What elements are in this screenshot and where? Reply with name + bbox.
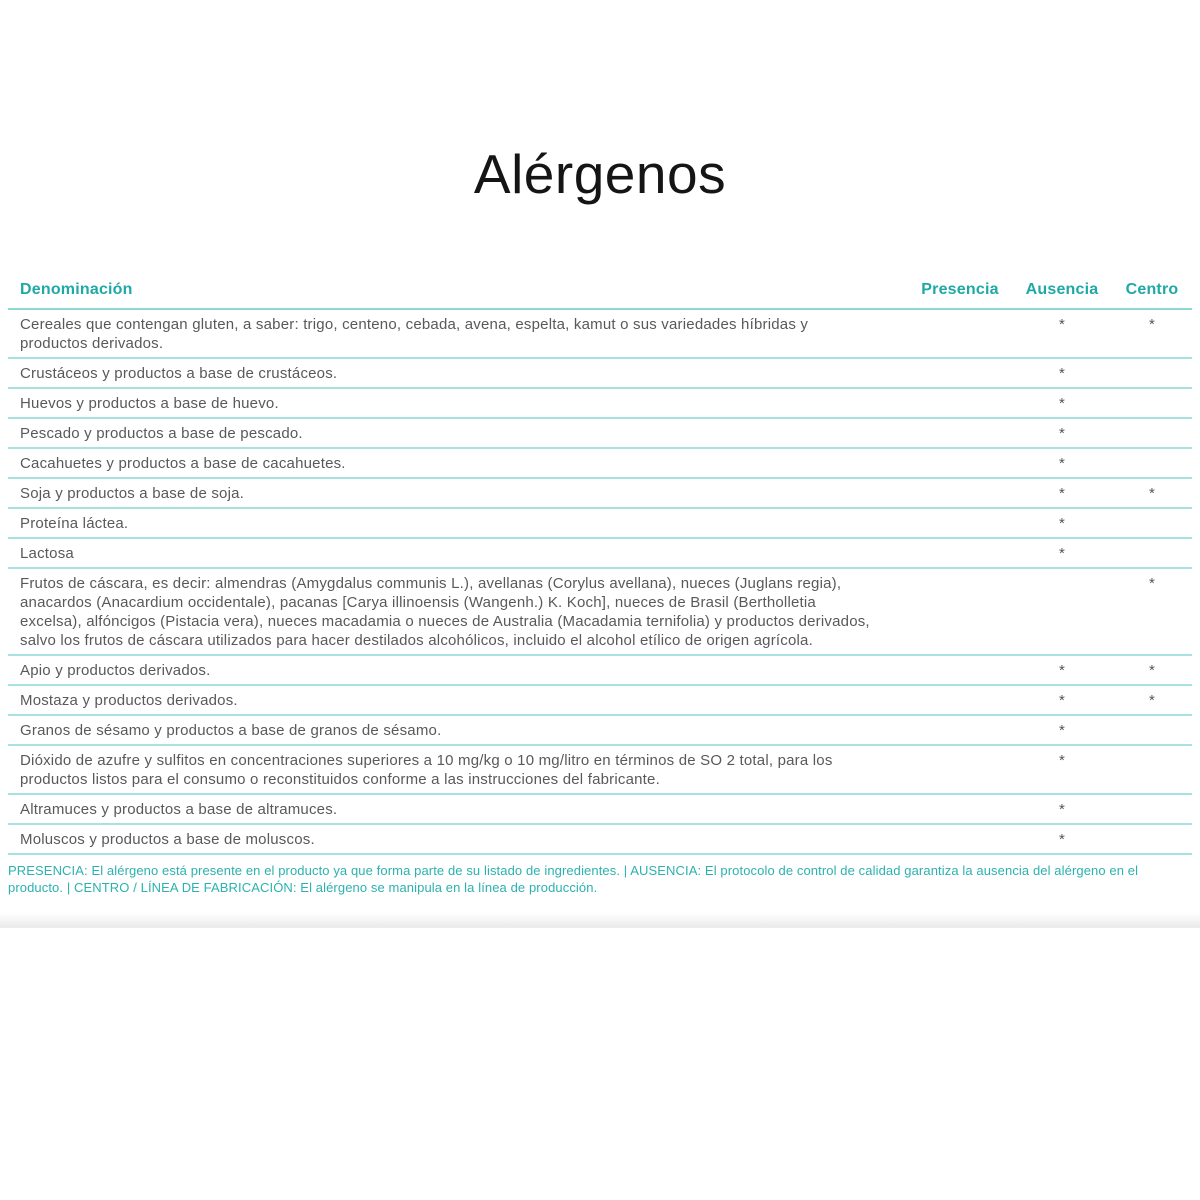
centro-cell <box>1112 448 1192 478</box>
section-bottom-shadow <box>0 913 1200 928</box>
presencia-cell <box>908 824 1012 854</box>
allergen-name-cell: Moluscos y productos a base de moluscos. <box>8 824 908 854</box>
centro-cell: * <box>1112 568 1192 655</box>
ausencia-cell: * <box>1012 358 1112 388</box>
allergen-name-cell: Crustáceos y productos a base de crustáceos. <box>8 358 908 388</box>
centro-cell: * <box>1112 655 1192 685</box>
allergen-name-cell: Pescado y productos a base de pescado. <box>8 418 908 448</box>
allergen-name-cell: Lactosa <box>8 538 908 568</box>
allergen-name-cell: Mostaza y productos derivados. <box>8 685 908 715</box>
presencia-cell <box>908 309 1012 358</box>
ausencia-cell: * <box>1012 418 1112 448</box>
ausencia-cell: * <box>1012 508 1112 538</box>
centro-cell: * <box>1112 685 1192 715</box>
table-header-row <box>8 281 1192 309</box>
presencia-cell <box>908 794 1012 824</box>
presencia-cell <box>908 508 1012 538</box>
allergen-name-cell: Cereales que contengan gluten, a saber: trigo, centeno, cebada, avena, espelta, kamut o sus variedades híbridas y productos derivados. <box>8 309 908 358</box>
table-row <box>8 478 1192 508</box>
presencia-cell <box>908 418 1012 448</box>
table-row <box>8 745 1192 794</box>
ausencia-cell <box>1012 568 1112 655</box>
ausencia-cell: * <box>1012 824 1112 854</box>
allergen-name-cell: Cacahuetes y productos a base de cacahuetes. <box>8 448 908 478</box>
table-row <box>8 794 1192 824</box>
table-row <box>8 568 1192 655</box>
table-row <box>8 538 1192 568</box>
table-row <box>8 715 1192 745</box>
ausencia-cell: * <box>1012 794 1112 824</box>
ausencia-cell: * <box>1012 685 1112 715</box>
centro-cell <box>1112 418 1192 448</box>
centro-cell <box>1112 824 1192 854</box>
column-header-presencia: Presencia <box>908 281 1012 309</box>
page-title: Alérgenos <box>473 143 727 205</box>
presencia-cell <box>908 448 1012 478</box>
column-header-centro: Centro <box>1112 281 1192 309</box>
allergen-name-cell: Soja y productos a base de soja. <box>8 478 908 508</box>
centro-cell <box>1112 388 1192 418</box>
table-row <box>8 655 1192 685</box>
allergen-name-cell: Frutos de cáscara, es decir: almendras (Amygdalus communis L.), avellanas (Corylus avellana), nueces (Juglans regia), anacardos (Anacardium occidentale), pacanas [Carya illinoensis (Wangenh.) K. Koch], nueces de Brasil (Bertholletia excelsa), alfóncigos (Pistacia vera), nueces macadamia o nueces de Australia (Macadamia ternifolia) y productos derivados, salvo los frutos de cáscara utilizados para hacer destilados alcohólicos, incluido el alcohol etílico de origen agrícola. <box>8 568 908 655</box>
presencia-cell <box>908 358 1012 388</box>
centro-cell <box>1112 538 1192 568</box>
table-row <box>8 309 1192 358</box>
allergen-name-cell: Proteína láctea. <box>8 508 908 538</box>
column-header-denominacion: Denominación <box>8 281 908 309</box>
table-row <box>8 448 1192 478</box>
table-row <box>8 358 1192 388</box>
table-row <box>8 418 1192 448</box>
ausencia-cell: * <box>1012 538 1112 568</box>
allergen-name-cell: Apio y productos derivados. <box>8 655 908 685</box>
column-header-ausencia: Ausencia <box>1012 281 1112 309</box>
presencia-cell <box>908 388 1012 418</box>
presencia-cell <box>908 538 1012 568</box>
ausencia-cell: * <box>1012 715 1112 745</box>
centro-cell <box>1112 715 1192 745</box>
ausencia-cell: * <box>1012 655 1112 685</box>
centro-cell: * <box>1112 478 1192 508</box>
allergen-name-cell: Altramuces y productos a base de altramuces. <box>8 794 908 824</box>
ausencia-cell: * <box>1012 309 1112 358</box>
presencia-cell <box>908 745 1012 794</box>
allergens-table <box>8 281 1192 855</box>
centro-cell: * <box>1112 309 1192 358</box>
centro-cell <box>1112 508 1192 538</box>
centro-cell <box>1112 358 1192 388</box>
allergen-name-cell: Dióxido de azufre y sulfitos en concentraciones superiores a 10 mg/kg o 10 mg/litro en términos de SO 2 total, para los productos listos para el consumo o reconstituidos conforme a las instrucciones del fabricante. <box>8 745 908 794</box>
table-row <box>8 388 1192 418</box>
allergen-name-cell: Huevos y productos a base de huevo. <box>8 388 908 418</box>
table-row <box>8 508 1192 538</box>
presencia-cell <box>908 478 1012 508</box>
ausencia-cell: * <box>1012 478 1112 508</box>
table-row <box>8 824 1192 854</box>
table-body <box>8 309 1192 854</box>
table-row <box>8 685 1192 715</box>
centro-cell <box>1112 794 1192 824</box>
presencia-cell <box>908 685 1012 715</box>
ausencia-cell: * <box>1012 388 1112 418</box>
presencia-cell <box>908 655 1012 685</box>
ausencia-cell: * <box>1012 745 1112 794</box>
centro-cell <box>1112 745 1192 794</box>
ausencia-cell: * <box>1012 448 1112 478</box>
allergen-name-cell: Granos de sésamo y productos a base de granos de sésamo. <box>8 715 908 745</box>
legend-footnote: PRESENCIA: El alérgeno está presente en el producto ya que forma parte de su listado de ingredientes. | AUSENCIA: El protocolo de control de calidad garantiza la ausencia del alérgeno en el producto. | CENTRO / LÍNEA DE FABRICACIÓN: El alérgeno se manipula en la línea de producción. <box>8 863 1139 895</box>
presencia-cell <box>908 568 1012 655</box>
presencia-cell <box>908 715 1012 745</box>
